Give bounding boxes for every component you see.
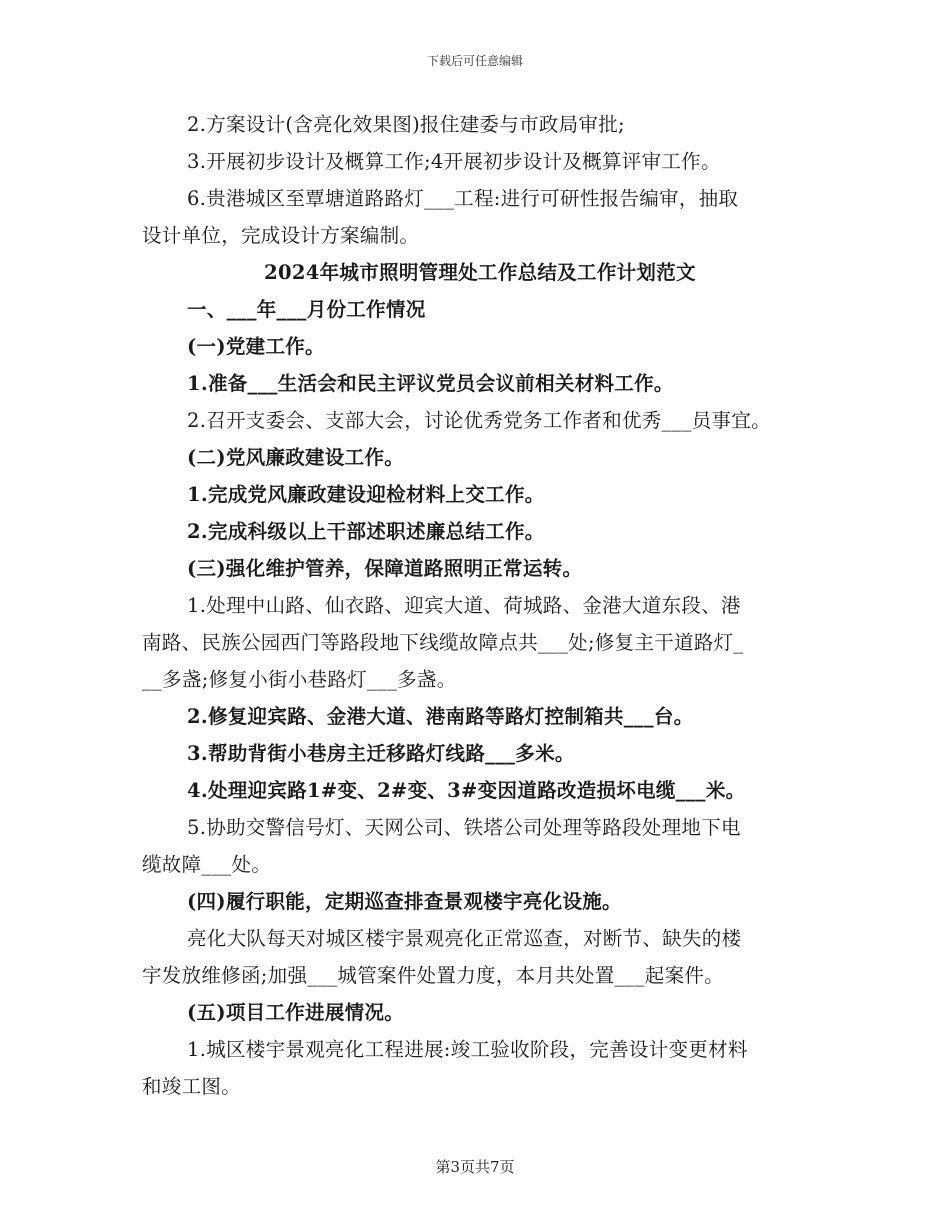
paragraph-line: 5.协助交警信号灯、天网公司、铁塔公司处理等路段处理地下电 — [187, 816, 741, 839]
paragraph-line: 4.处理迎宾路1#变、2#变、3#变因道路改造损坏电缆___米。 — [187, 779, 746, 802]
paragraph-line: 1.城区楼宇景观亮化工程进展:竣工验收阶段，完善设计变更材料 — [187, 1038, 748, 1061]
paragraph-line: __多盏;修复小街小巷路灯___多盏。 — [142, 668, 457, 691]
paragraph-line: 1.处理中山路、仙衣路、迎宾大道、荷城路、金港大道东段、港 — [187, 594, 741, 617]
document-title: 2024年城市照明管理处工作总结及工作计划范文 — [264, 261, 696, 284]
page-footer: 第3页共7页 — [435, 1158, 515, 1176]
paragraph-line: 6.贵港城区至覃塘道路路灯___工程:进行可研性报告编审，抽取 — [187, 187, 739, 210]
paragraph-line: 1.完成党风廉政建设迎检材料上交工作。 — [187, 483, 545, 506]
paragraph-line: 1.准备___生活会和民主评议党员会议前相关材料工作。 — [187, 372, 674, 395]
subsection-heading: (四)履行职能，定期巡查排查景观楼宇亮化设施。 — [187, 890, 622, 913]
paragraph-line: 和竣工图。 — [142, 1075, 242, 1098]
subsection-heading: (一)党建工作。 — [187, 335, 325, 358]
paragraph-line: 2.召开支委会、支部大会，讨论优秀党务工作者和优秀___员事宜。 — [187, 409, 771, 432]
subsection-heading: (二)党风廉政建设工作。 — [187, 446, 405, 469]
paragraph-line: 3.开展初步设计及概算工作;4开展初步设计及概算评审工作。 — [187, 150, 721, 173]
paragraph-line: 设计单位，完成设计方案编制。 — [142, 224, 420, 247]
paragraph-line: 缆故障___处。 — [142, 853, 272, 876]
subsection-heading: (五)项目工作进展情况。 — [187, 1001, 405, 1024]
paragraph-line: 南路、民族公园西门等路段地下线缆故障点共___处;修复主干道路灯_ — [142, 631, 744, 654]
paragraph-line: 2.修复迎宾路、金港大道、港南路等路灯控制箱共___台。 — [187, 705, 694, 728]
paragraph-line: 亮化大队每天对城区楼宇景观亮化正常巡查，对断节、缺失的楼 — [187, 927, 742, 950]
subsection-heading: (三)强化维护管养，保障道路照明正常运转。 — [187, 557, 583, 580]
section-heading: 一、___年___月份工作情况 — [187, 298, 426, 321]
document-body — [142, 106, 818, 1105]
page-header: 下载后可任意编辑 — [426, 54, 523, 68]
paragraph-line: 3.帮助背街小巷房主迁移路灯线路___多米。 — [187, 742, 575, 765]
paragraph-line: 宇发放维修函;加强___城管案件处置力度，本月共处置___起案件。 — [142, 964, 724, 987]
paragraph-line: 2.方案设计(含亮化效果图)报住建委与市政局审批; — [187, 113, 625, 136]
paragraph-line: 2.完成科级以上干部述职述廉总结工作。 — [187, 520, 545, 543]
